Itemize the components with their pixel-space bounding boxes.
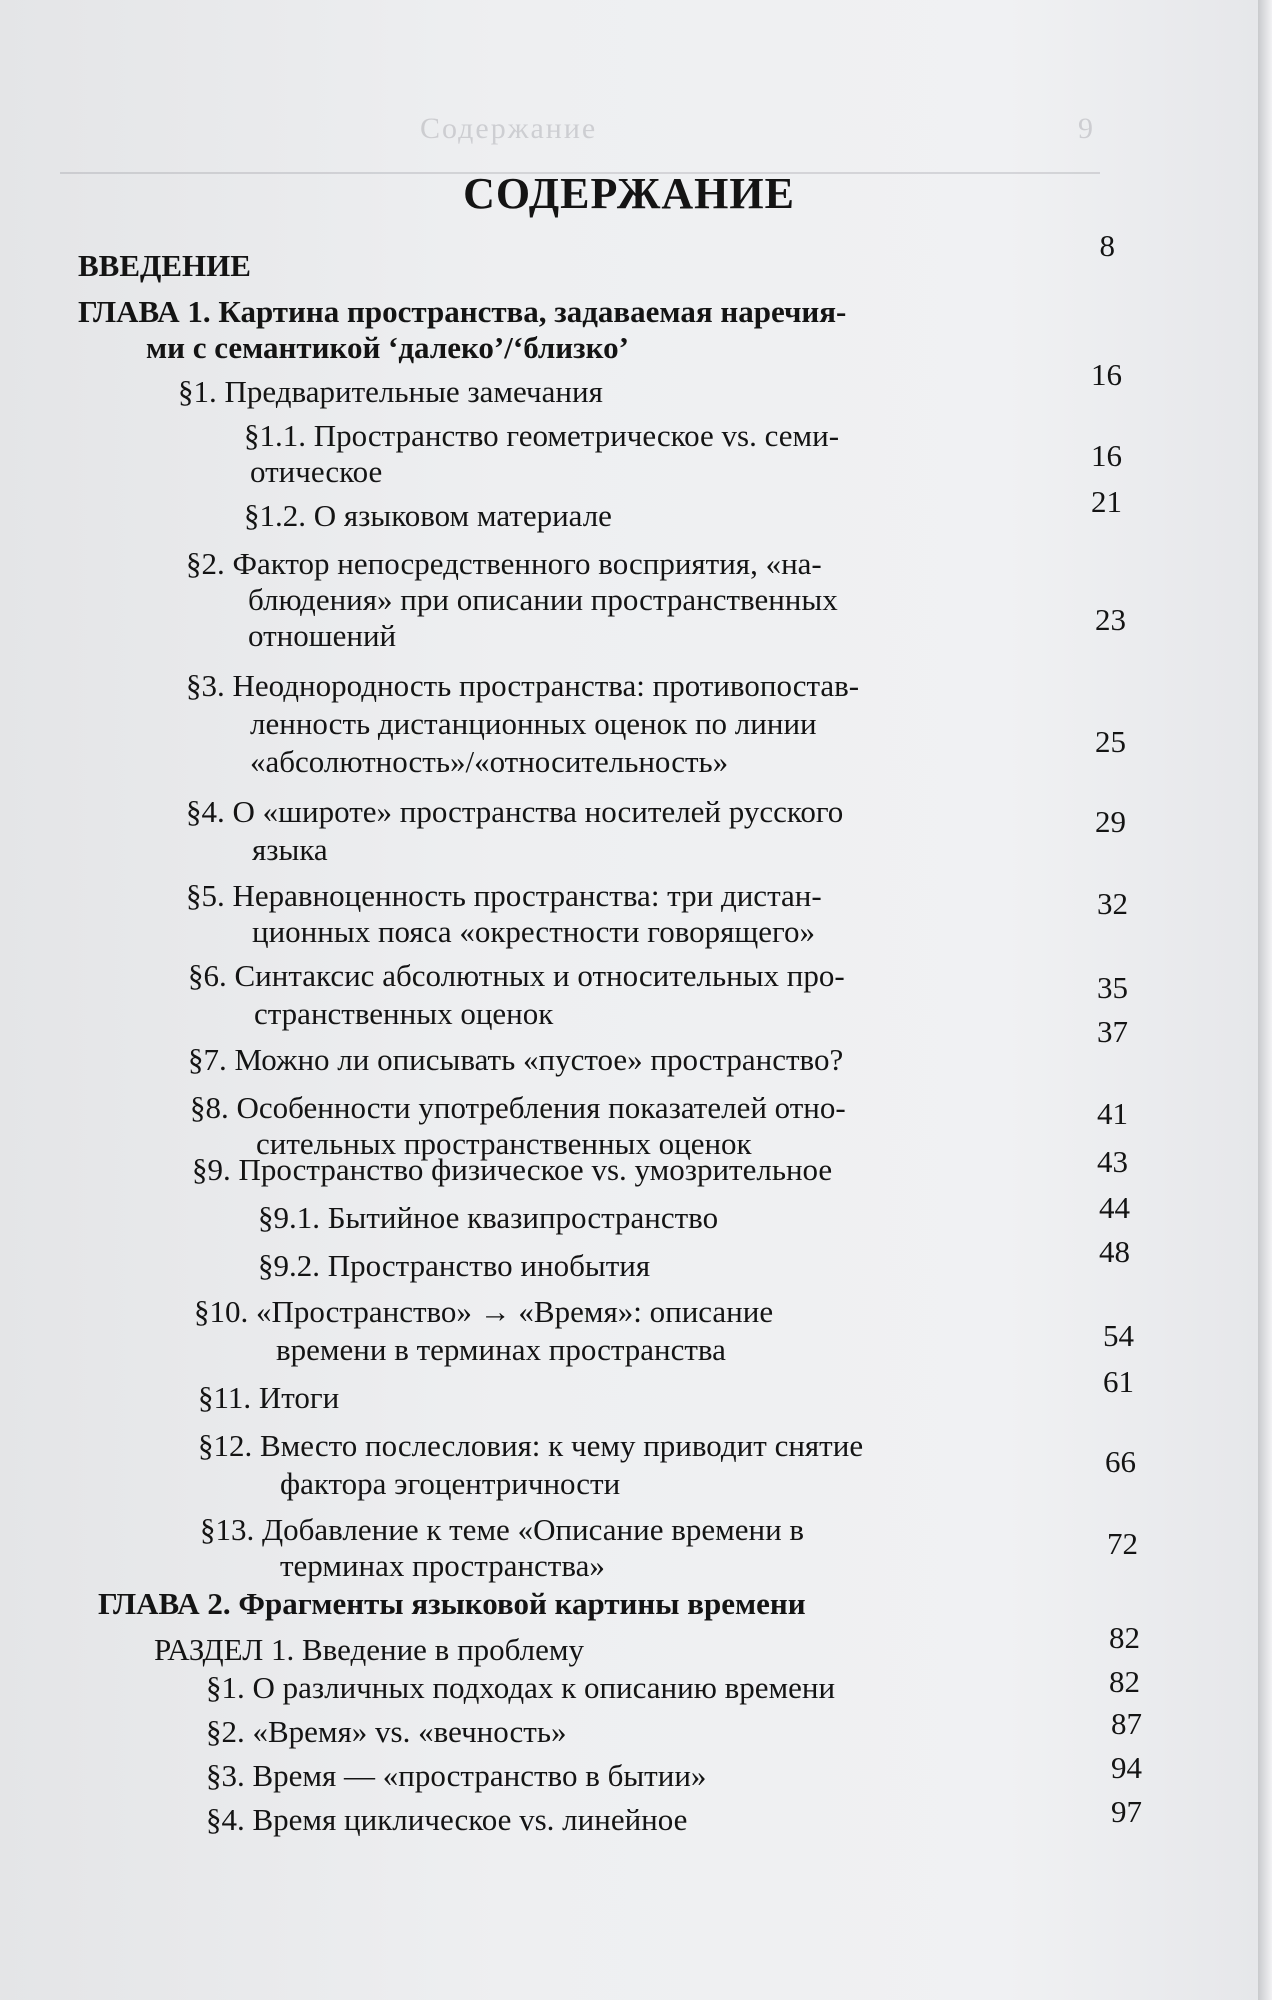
toc-entry-text-cont: ционных пояса «окрестности говорящего» (252, 914, 815, 949)
toc-entry-text: §11. Итоги (198, 1380, 340, 1415)
toc-entry-text-cont: отношений (248, 618, 397, 653)
toc-page-number: 72 (1107, 1526, 1138, 1561)
toc-entry-text-cont: блюдения» при описании пространственных (248, 582, 838, 617)
toc-entry-text: §1. Предварительные замечания (178, 374, 603, 409)
toc-entry-text: §8. Особенности употребления показателей отно- (190, 1090, 846, 1125)
toc-entry-text-cont: времени в терминах пространства (276, 1332, 726, 1367)
toc-page-number: 16 (1091, 357, 1122, 392)
toc-entry-text-cont: ленность дистанционных оценок по линии (250, 706, 817, 741)
toc-page-number: 35 (1097, 970, 1128, 1005)
toc-entry-text: §9.2. Пространство инобытия (258, 1248, 651, 1283)
toc-page-number: 21 (1091, 484, 1122, 519)
toc-entry-text: §1.1. Пространство геометрическое vs. семи- (244, 418, 840, 453)
toc-entry-text: §2. Фактор непосредственного восприятия, «на- (186, 546, 822, 581)
toc-entry-text: §10. «Пространство» → «Время»: описание (194, 1294, 774, 1329)
toc-entry-text-cont: отическое (250, 454, 383, 489)
toc-entry-text: §1.2. О языковом материале (244, 498, 612, 533)
toc-page-number: 25 (1095, 724, 1126, 759)
toc-entry-text-cont: странственных оценок (254, 996, 554, 1031)
toc-page-number: 8 (1099, 228, 1115, 263)
toc-entry-text: §9. Пространство физическое vs. умозрительное (192, 1152, 833, 1187)
toc-page-number: 23 (1095, 602, 1126, 637)
toc-section-heading: РАЗДЕЛ 1. Введение в проблему (154, 1632, 585, 1667)
toc-page-number: 48 (1099, 1234, 1130, 1269)
show-through-page-number: 9 (1078, 112, 1093, 145)
toc-chapter-heading: ГЛАВА 1. Картина пространства, задаваемая наречия- (78, 294, 847, 329)
toc-page-number: 94 (1111, 1750, 1142, 1785)
toc-entry-text: §13. Добавление к теме «Описание времени в (200, 1512, 805, 1547)
page-title: СОДЕРЖАНИЕ (463, 169, 795, 218)
page-edge (1258, 0, 1272, 2000)
toc-entry-text: §6. Синтаксис абсолютных и относительных про- (188, 958, 845, 993)
toc-entry-text: §12. Вместо послесловия: к чему приводит снятие (198, 1428, 864, 1463)
toc-entry-text-cont: сительных пространственных оценок (256, 1126, 752, 1161)
toc-page-number: 32 (1097, 886, 1128, 921)
toc-entry-text: ВВЕДЕНИЕ (78, 248, 251, 283)
toc-page-number: 37 (1097, 1014, 1128, 1049)
toc-entry-text: §4. Время циклическое vs. линейное (206, 1802, 688, 1837)
toc-page-number: 16 (1091, 438, 1122, 473)
toc-entry-text-cont: языка (252, 832, 328, 867)
toc-page-number: 82 (1109, 1620, 1140, 1655)
toc-entry-text-cont: «абсолютность»/«относительность» (250, 744, 729, 779)
toc-entry-text: §7. Можно ли описывать «пустое» пространство? (188, 1042, 844, 1077)
show-through-header: Содержание (420, 112, 598, 145)
toc-page-number: 54 (1103, 1318, 1134, 1353)
toc-page-number: 44 (1099, 1190, 1130, 1225)
toc-entry-text: §9.1. Бытийное квазипространство (258, 1200, 719, 1235)
toc-entry-text: §5. Неравноценность пространства: три дистан- (186, 878, 822, 913)
toc-page-number: 87 (1111, 1706, 1142, 1741)
toc-entry-text-cont: терминах пространства» (280, 1548, 605, 1583)
toc-page-number: 61 (1103, 1364, 1134, 1399)
toc-entry-text: §3. Время — «пространство в бытии» (206, 1758, 707, 1793)
toc-entry-text: §1. О различных подходах к описанию времени (206, 1670, 836, 1705)
toc-entry-text: §3. Неоднородность пространства: противопостав- (186, 668, 860, 703)
toc-entry-text: §2. «Время» vs. «вечность» (206, 1714, 567, 1749)
toc-page-number: 82 (1109, 1664, 1140, 1699)
toc-entry-text: §4. О «широте» пространства носителей русского (186, 794, 844, 829)
toc-page-number: 97 (1111, 1794, 1142, 1829)
toc-page-number: 41 (1097, 1096, 1128, 1131)
toc-chapter-heading: ГЛАВА 2. Фрагменты языковой картины времени (98, 1586, 806, 1621)
toc-page-number: 66 (1105, 1444, 1136, 1479)
toc-chapter-heading-cont: ми с семантикой ‘далеко’/‘близко’ (146, 330, 629, 365)
toc-entry-text-cont: фактора эгоцентричности (280, 1466, 621, 1501)
toc-page-number: 29 (1095, 804, 1126, 839)
toc-page-number: 43 (1097, 1144, 1128, 1179)
